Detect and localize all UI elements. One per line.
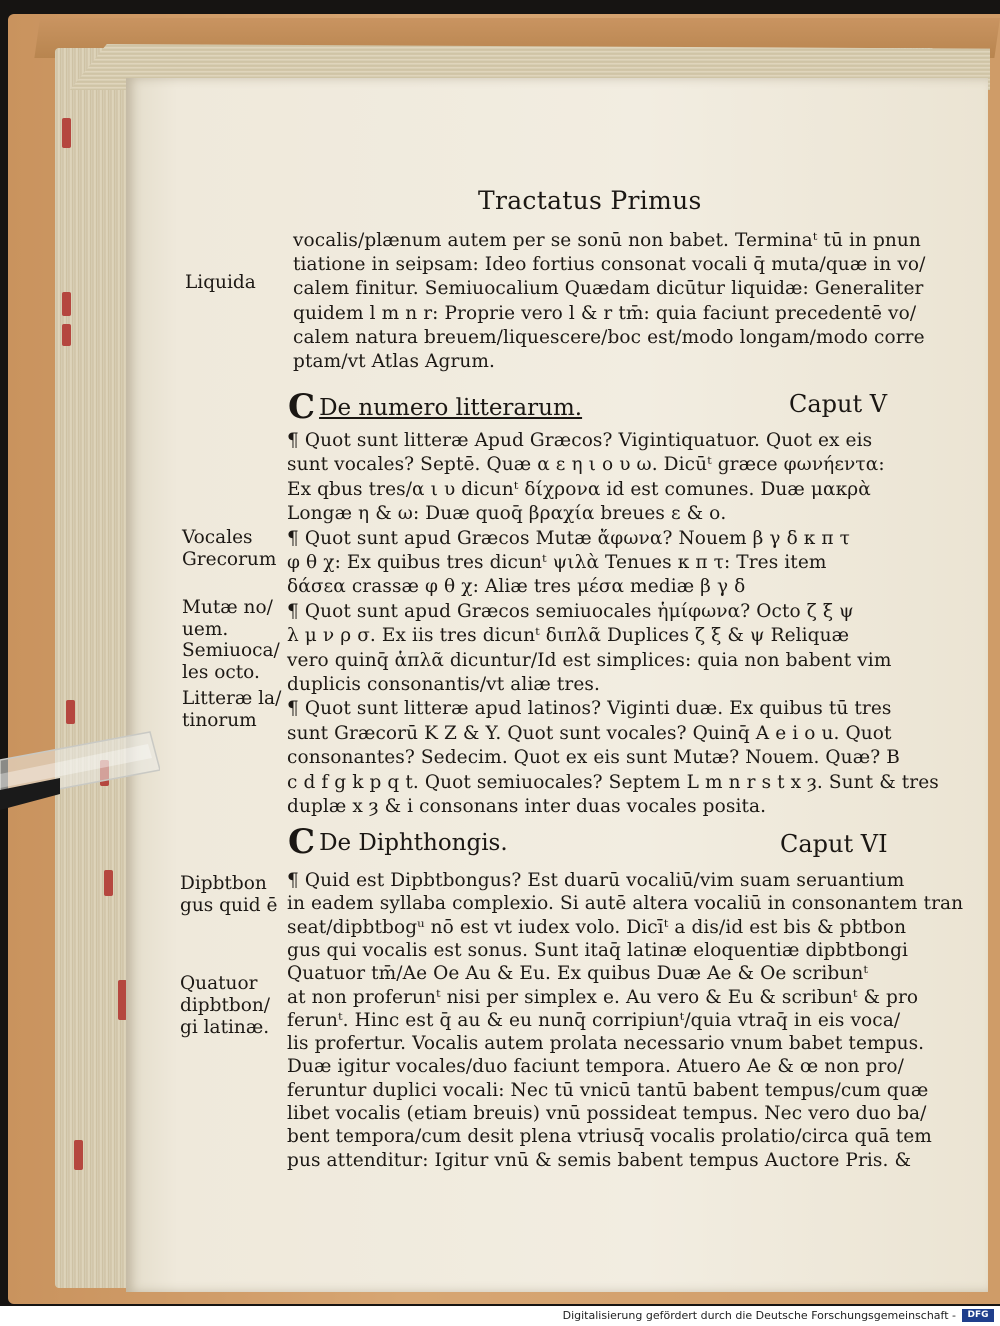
margin-note-liquida: Liquida — [185, 272, 256, 293]
text-line: seat/dipbtbogᵘ nō est vt iudex volo. Dicīᵗ a dis/id est bis & pbtbon — [287, 916, 907, 938]
margin-note-line: gi latinæ. — [180, 1017, 270, 1038]
text-line: ¶ Quot sunt litteræ apud latinos? Viginti duæ. Ex quibus tū tres — [287, 698, 892, 720]
bookmark-tab — [62, 292, 71, 316]
text-line: Longæ η & ω: Duæ quoq̄ βραχία breues ε & ο. — [287, 503, 727, 525]
pilcrow-mark: C — [288, 822, 316, 862]
text-line: vero quinq̄ ἁπλᾶ dicuntur/Id est simplices: quia non babent vim — [287, 649, 892, 671]
bookmark-tab — [104, 870, 113, 896]
margin-note — [180, 873, 277, 917]
margin-note — [182, 640, 280, 684]
margin-note-line: uem. — [182, 619, 229, 640]
text-line: sunt Græcorū K Z & Y. Quot sunt vocales? Quinq̄ A e i o u. Quot — [287, 722, 892, 744]
footer-credit: Digitalisierung gefördert durch die Deutsche Forschungsgemeinschaft - — [562, 1309, 956, 1322]
text-line: lis profertur. Vocalis autem prolata necessario vnum babet tempus. — [287, 1033, 925, 1055]
chapter-heading — [288, 822, 508, 862]
text-line: Quatuor tm̄/Ae Oe Au & Eu. Ex quibus Duæ Ae & Oe scribunᵗ — [287, 963, 869, 985]
margin-note-line: les octo. — [182, 662, 260, 683]
pointer-stylus — [0, 730, 160, 810]
margin-note — [182, 527, 276, 571]
margin-note — [182, 688, 281, 732]
margin-note-line: gus quid ē — [180, 895, 278, 916]
bookmark-tab — [62, 324, 71, 346]
text-line: vocalis/plænum autem per se sonū non babet. Terminaᵗ tū in pnun — [293, 230, 921, 251]
margin-note-line: dipbtbon/ — [180, 995, 271, 1016]
chapter-title: De Diphthongis. — [319, 830, 508, 856]
text-line: λ μ ν ρ σ. Ex iis tres dicunᵗ διπλᾶ Duplices ζ ξ & ψ Reliquæ — [287, 625, 850, 647]
text-line: ¶ Quot sunt apud Græcos semiuocales ἡμίφωνα? Octo ζ ξ ψ — [287, 600, 854, 622]
running-head: Tractatus Primus — [478, 186, 702, 215]
chapter-number: Caput V — [789, 390, 888, 418]
text-line: calem natura breuem/liquescere/boc est/modo longam/modo corre — [293, 326, 925, 348]
chapter-heading — [288, 387, 582, 427]
text-line: pus attenditur: Igitur vnū & semis babent tempus Auctore Pris. & — [287, 1149, 912, 1171]
dfg-logo: DFG — [962, 1309, 994, 1322]
text-line: bent tempora/cum desit plena vtriusq̄ vocalis prolatio/circa quā tem — [287, 1126, 932, 1148]
footer-bar — [0, 1306, 1000, 1326]
margin-note-line: Mutæ no/ — [182, 597, 273, 618]
text-line: ¶ Quid est Dipbtbongus? Est duarū vocaliū/vim suam seruantium — [287, 870, 905, 891]
bookmark-tab — [74, 1140, 83, 1170]
text-line: ptam/vt Atlas Agrum. — [293, 351, 496, 372]
margin-note-line: Quatuor — [180, 973, 258, 994]
chapter-title: De numero litterarum. — [319, 395, 583, 421]
text-line: φ θ χ: Ex quibus tres dicunᵗ ψιλὰ Tenues κ π τ: Tres item — [287, 552, 827, 573]
bookmark-tab — [66, 700, 75, 724]
text-line: Duæ igitur vocales/duo faciunt tempora. Atuero Ae & œ non pro/ — [287, 1056, 904, 1078]
text-line: duplicis consonantis/vt aliæ tres. — [287, 674, 600, 695]
text-line: consonantes? Sedecim. Quot ex eis sunt Mutæ? Nouem. Quæ? B — [287, 747, 900, 769]
text-line: tiatione in seipsam: Ideo fortius consonat vocali q̄ muta/quæ in vo/ — [293, 254, 926, 276]
bookmark-tab — [62, 118, 71, 148]
text-line: in eadem syllaba complexio. Si autē altera vocaliū in consonantem tran — [287, 893, 964, 915]
text-line: ¶ Quot sunt litteræ Apud Græcos? Vigintiquatuor. Quot ex eis — [287, 430, 873, 451]
text-line: quidem l m n r: Proprie vero l & r tm̄: quia faciunt precedentē vo/ — [293, 302, 917, 324]
margin-note-line: Semiuoca/ — [182, 640, 280, 661]
text-line: feruntur duplici vocali: Nec tū vnicū tantū babent tempus/cum quæ — [287, 1079, 929, 1101]
chapter-number: Caput VI — [780, 830, 888, 858]
text-line: c d f g k p q t. Quot semiuocales? Septem L m n r s t x ȝ. Sunt & tres — [287, 771, 939, 793]
text-line: ¶ Quot sunt apud Græcos Mutæ ἄφωνα? Nouem β γ δ κ π τ — [287, 527, 851, 549]
text-line: libet vocalis (etiam breuis) vnū possideat tempus. Nec vero duo ba/ — [287, 1103, 927, 1124]
text-line: sunt vocales? Septē. Quæ α ε η ι ο υ ω. Dicūᵗ græce φωνήεντα: — [287, 454, 885, 476]
margin-note — [180, 973, 270, 1039]
pilcrow-mark: C — [288, 387, 316, 427]
margin-note-line: Litteræ la/ — [182, 688, 282, 709]
text-line: at non proferunᵗ nisi per simplex e. Au vero & Eu & scribunᵗ & pro — [287, 986, 919, 1008]
margin-note-line: Grecorum — [182, 549, 277, 570]
text-line: Ex qbus tres/α ι υ dicunᵗ δίχρονα id est comunes. Duæ μακρὰ — [287, 478, 871, 500]
text-line: ferunᵗ. Hinc est q̄ au & eu nunq̄ corripiunᵗ/quia vtraq̄ in eis voca/ — [287, 1009, 901, 1031]
text-line: δάσεα crassæ φ θ χ: Aliæ tres μέσα mediæ β γ δ — [287, 576, 746, 598]
margin-note-line: Dipbtbon — [180, 873, 267, 894]
text-line: gus qui vocalis est sonus. Sunt itaq̄ latinæ eloquentiæ dipbtbongi — [287, 939, 909, 961]
margin-note-line: tinorum — [182, 710, 257, 731]
text-line: duplæ x ȝ & i consonans inter duas vocales posita. — [287, 796, 767, 817]
text-line: calem finitur. Semiuocalium Quædam dicūtur liquidæ: Generaliter — [293, 278, 924, 300]
margin-note-line: Vocales — [182, 527, 253, 548]
margin-note — [182, 597, 273, 641]
